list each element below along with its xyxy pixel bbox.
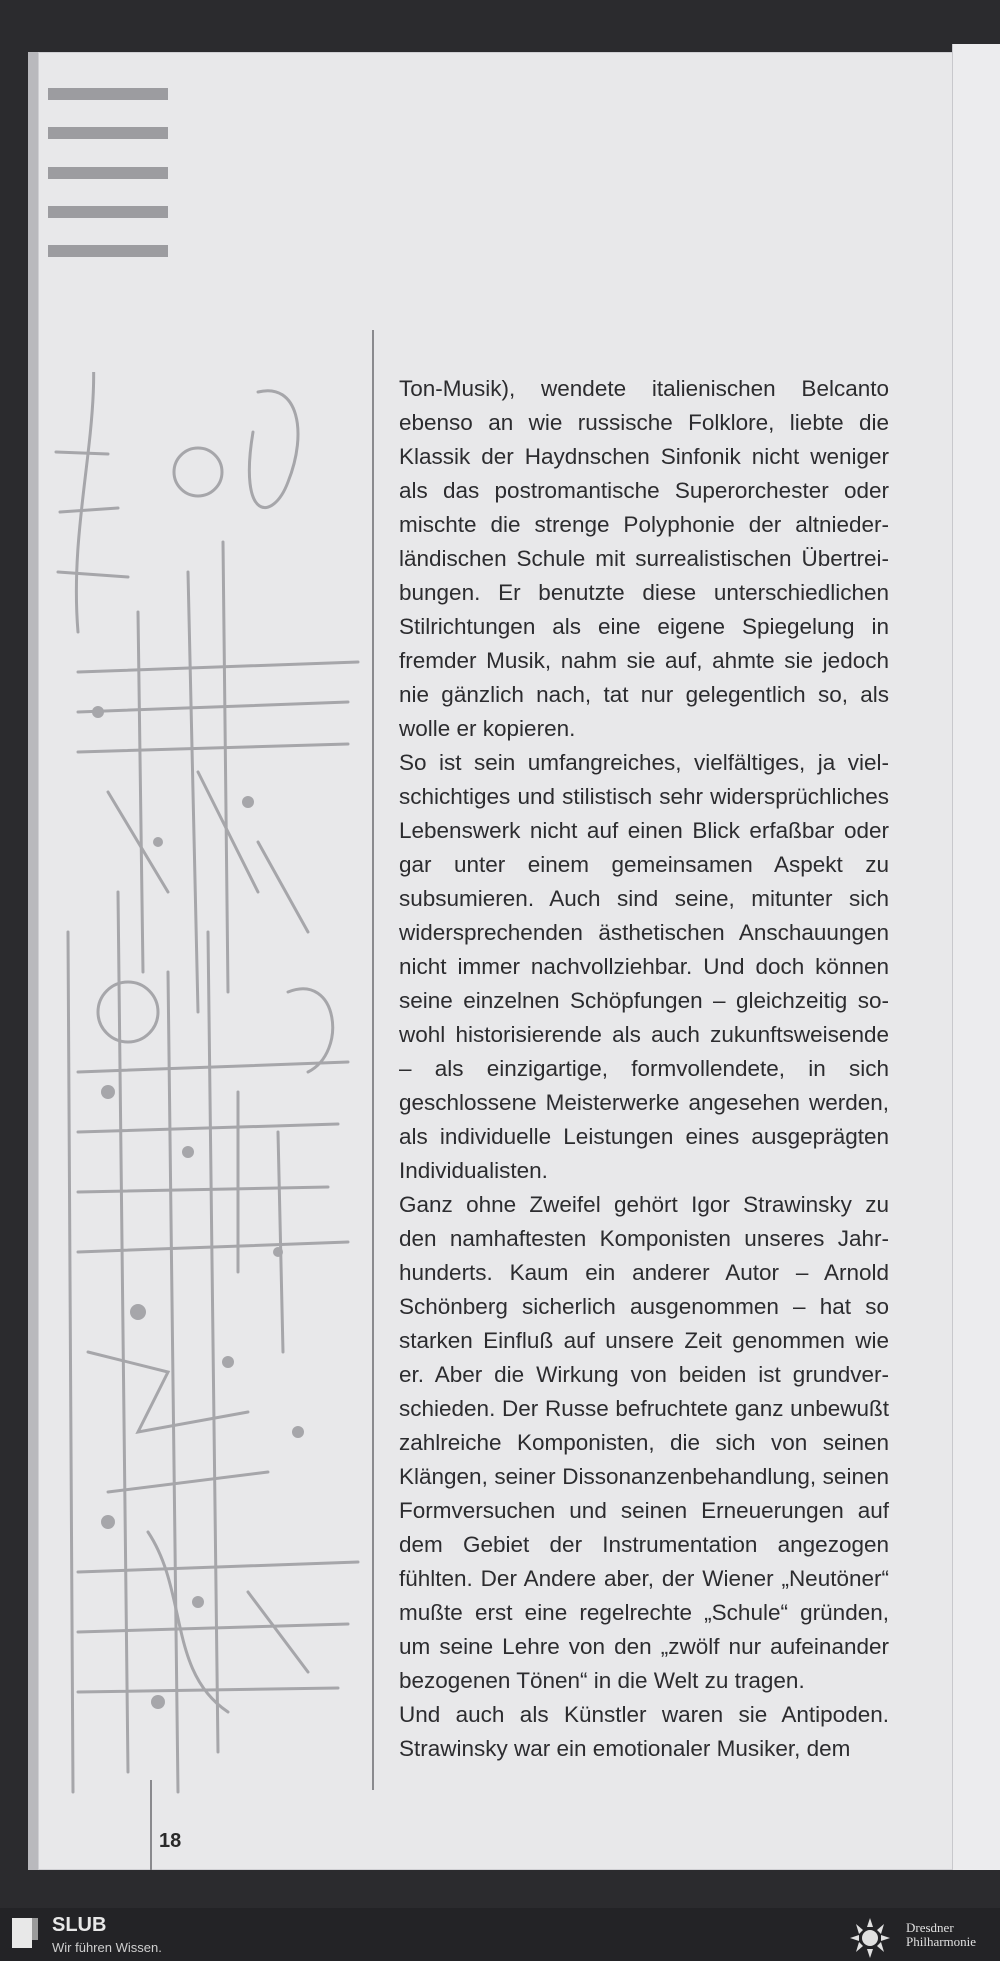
library-name: SLUB [52, 1914, 107, 1936]
margin-bar [48, 127, 168, 139]
paragraph: So ist sein umfangreiches, vielfältiges, ja vielschichtiges und stilistisch sehr widersprüchliches Lebenswerk nicht auf einen Blick erfaßbar oder gar unter einem gemeinsamen Aspekt zu subsumieren. Auch sind seine, mitunter sich widersprechenden ästhetischen Anschauungen nicht immer nachvollziehbar. Und doch können seine einzelnen Schöpfungen – gleichzeitig sowohl historisierende als auch zukunftsweisende – als einzigartige, formvollendete, in sich geschlossene Meisterwerke angesehen werden, als individuelle Leistungen eines ausgeprägten Individualisten. [399, 750, 889, 1183]
paragraph: Ganz ohne Zweifel gehört Igor Strawinsky zu den namhaftesten Komponisten unseres Jahrhunderts. Kaum ein anderer Autor – Arnold Schönberg sicherlich ausgenommen – hat so starken Einfluß auf unsere Zeit genommen wie er. Aber die Wirkung von beiden ist grundverschieden. Der Russe befruchtete ganz unbewußt zahlreiche Komponisten, die sich von seinen Klängen, seiner Dissonanzenbehandlung, seinen Formversuchen und seinen Erneuerungen auf dem Gebiet der Instrumentation angezogen fühlten. Der Andere aber, der Wiener „Neutöner“ mußte erst eine regelrechte „Schule“ gründen, um seine Lehre von den „zwölf nur aufeinander bezogenen Tönen“ in die Welt zu tragen. [399, 1192, 889, 1693]
orchestra-name-line1: Dresdner [906, 1920, 954, 1935]
orchestra-logo-icon [843, 1916, 897, 1960]
margin-bar [48, 88, 168, 100]
margin-bar [48, 167, 168, 179]
orchestra-name [906, 1921, 976, 1949]
paragraph: Ton-Musik), wendete italienischen Belcanto ebenso an wie russische Folklore, liebte die Klassik der Haydnschen Sinfonik nicht weniger als das postromantische Superorchester oder mischte die strenge Polyphonie der altniederländischen Schule mit surrealistischen Übertreibungen. Er benutzte diese unterschiedlichen Stilrichtungen als eine eigene Spiegelung in fremder Musik, nahm sie auf, ahmte sie jedoch nie gänzlich nach, tat nur gelegentlich so, als wolle er kopieren. [399, 376, 889, 741]
library-tagline: Wir führen Wissen. [52, 1940, 162, 1955]
column-rule [372, 330, 374, 1790]
page-number: 18 [159, 1830, 182, 1852]
document-page [28, 52, 960, 1870]
music-manuscript-sketch [48, 372, 388, 1812]
margin-bar [48, 245, 168, 257]
body-text [399, 372, 889, 1766]
footer-bar [0, 1908, 1000, 1961]
margin-bar [48, 206, 168, 218]
adjacent-page-edge [952, 44, 1000, 1870]
slub-logo-icon [12, 1918, 38, 1948]
page-number-rule [150, 1780, 152, 1870]
paragraph: Und auch als Künstler waren sie Antipoden. Strawinsky war ein emotionaler Musiker, dem [399, 1702, 889, 1761]
orchestra-name-line2: Philharmonie [906, 1934, 977, 1949]
